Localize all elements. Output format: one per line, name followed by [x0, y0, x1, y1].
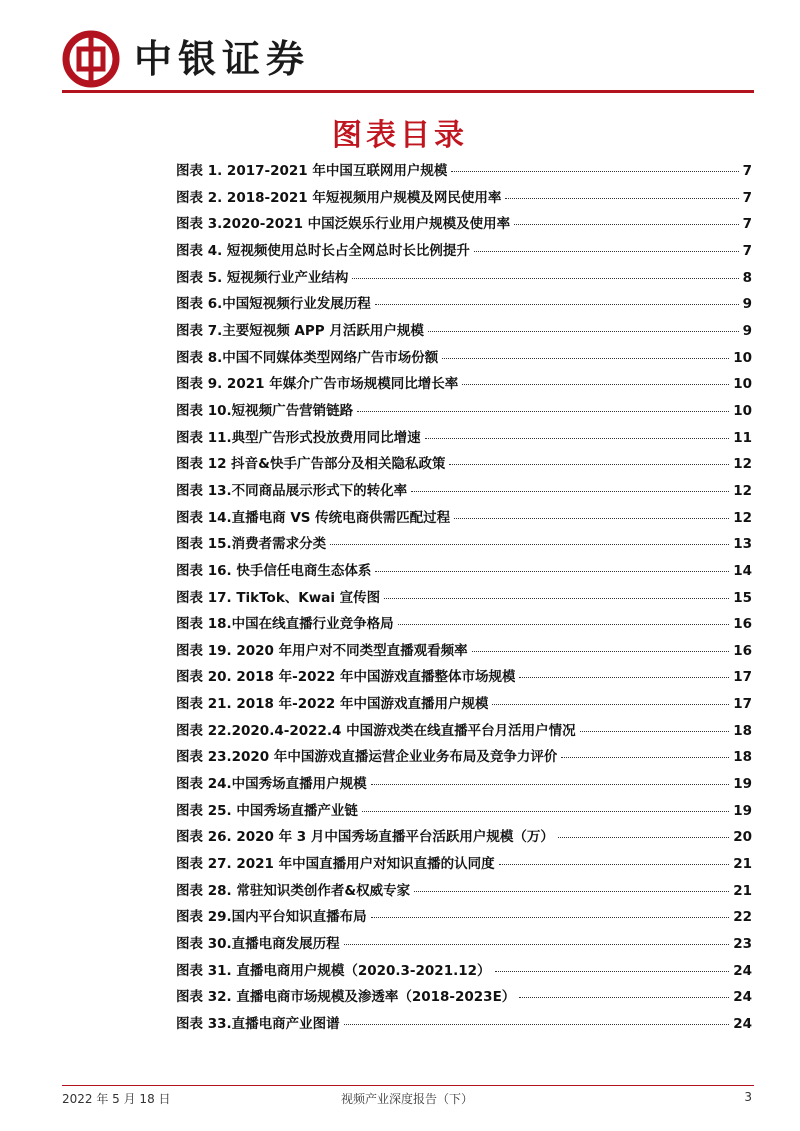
toc-leader-dots	[519, 677, 729, 678]
toc-leader-dots	[449, 464, 729, 465]
toc-entry-page: 18	[733, 722, 752, 739]
toc-leader-dots	[384, 598, 729, 599]
toc-leader-dots	[514, 224, 738, 225]
toc-leader-dots	[375, 304, 739, 305]
bank-of-china-logo-icon	[62, 30, 120, 88]
toc-entry-page: 21	[733, 882, 752, 899]
toc-leader-dots	[580, 731, 730, 732]
toc-leader-dots	[330, 544, 729, 545]
toc-leader-dots	[561, 757, 729, 758]
toc-entry-page: 23	[733, 936, 752, 953]
toc-entry-page: 14	[733, 562, 752, 579]
toc-entry-page: 10	[733, 376, 752, 393]
toc-entry-page: 10	[733, 349, 752, 366]
toc-entry[interactable]	[176, 638, 752, 665]
toc-entry-page: 12	[733, 509, 752, 526]
toc-entry-label: 图表 24.中国秀场直播用户规模	[176, 776, 367, 793]
toc-entry-label: 图表 29.国内平台知识直播布局	[176, 909, 367, 926]
toc-leader-dots	[357, 411, 729, 412]
toc-entry-label: 图表 15.消费者需求分类	[176, 536, 327, 553]
toc-leader-dots	[442, 358, 729, 359]
toc-leader-dots	[558, 837, 729, 838]
toc-entry[interactable]	[176, 318, 752, 345]
toc-leader-dots	[414, 891, 729, 892]
toc-entry-label: 图表 6.中国短视频行业发展历程	[176, 296, 371, 313]
toc-entry-label: 图表 21. 2018 年-2022 年中国游戏直播用户规模	[176, 696, 489, 713]
toc-entry[interactable]	[176, 398, 752, 425]
toc-leader-dots	[492, 704, 729, 705]
toc-entry-label: 图表 5. 短视频行业产业结构	[176, 269, 349, 286]
header-divider	[62, 90, 754, 93]
toc-leader-dots	[451, 171, 738, 172]
toc-entry-page: 19	[733, 776, 752, 793]
toc-entry-page: 13	[733, 536, 752, 553]
toc-entry[interactable]	[176, 1011, 752, 1038]
toc-entry[interactable]	[176, 238, 752, 265]
toc-entry[interactable]	[176, 664, 752, 691]
toc-entry-label: 图表 12 抖音&快手广告部分及相关隐私政策	[176, 456, 446, 473]
toc-entry-label: 图表 14.直播电商 VS 传统电商供需匹配过程	[176, 509, 451, 526]
toc-entry-page: 24	[733, 962, 752, 979]
toc-entry-page: 12	[733, 482, 752, 499]
toc-leader-dots	[495, 971, 730, 972]
toc-entry-page: 12	[733, 456, 752, 473]
toc-leader-dots	[352, 278, 738, 279]
toc-entry-label: 图表 3.2020-2021 中国泛娱乐行业用户规模及使用率	[176, 216, 511, 233]
toc-entry-label: 图表 8.中国不同媒体类型网络广告市场份额	[176, 349, 439, 366]
toc-entry-page: 10	[733, 402, 752, 419]
toc-entry[interactable]	[176, 798, 752, 825]
toc-entry[interactable]	[176, 718, 752, 745]
toc-entry-page: 19	[733, 802, 752, 819]
toc-entry-label: 图表 1. 2017-2021 年中国互联网用户规模	[176, 163, 448, 179]
toc-leader-dots	[371, 917, 730, 918]
toc-entry-page: 7	[742, 242, 752, 259]
toc-entry-page: 9	[742, 322, 752, 339]
toc-entry[interactable]	[176, 984, 752, 1011]
toc-entry-label: 图表 4. 短视频使用总时长占全网总时长比例提升	[176, 242, 470, 259]
toc-entry-label: 图表 18.中国在线直播行业竞争格局	[176, 616, 394, 633]
toc-leader-dots	[428, 331, 739, 332]
toc-entry-label: 图表 25. 中国秀场直播产业链	[176, 802, 358, 819]
toc-entry[interactable]	[176, 211, 752, 238]
toc-entry[interactable]	[176, 291, 752, 318]
toc-entry-label: 图表 13.不同商品展示形式下的转化率	[176, 482, 408, 499]
toc-entry-page: 11	[733, 429, 752, 446]
toc-entry[interactable]	[176, 345, 752, 372]
footer-page-number: 3	[744, 1090, 752, 1104]
toc-entry-page: 18	[733, 749, 752, 766]
toc-entry-page: 15	[733, 589, 752, 606]
toc-entry[interactable]	[176, 611, 752, 638]
toc-entry-page: 20	[733, 829, 752, 846]
page-header	[62, 30, 752, 90]
toc-entry[interactable]	[176, 931, 752, 958]
page-title: 图表目录	[332, 118, 468, 153]
footer-report-title: 视频产业深度报告（下）	[340, 1092, 473, 1106]
toc-entry-label: 图表 33.直播电商产业图谱	[176, 1016, 340, 1032]
toc-entry-label: 图表 11.典型广告形式投放费用同比增速	[176, 429, 421, 446]
toc-entry[interactable]	[176, 744, 752, 771]
toc-entry-label: 图表 16. 快手信任电商生态体系	[176, 562, 372, 579]
toc-entry[interactable]	[176, 158, 752, 185]
toc-entry-page: 7	[742, 216, 752, 233]
toc-leader-dots	[425, 438, 730, 439]
footer-divider	[62, 1085, 754, 1086]
toc-leader-dots	[499, 864, 730, 865]
toc-entry[interactable]	[176, 451, 752, 478]
toc-entry-page: 8	[742, 269, 752, 286]
toc-entry-page: 7	[742, 189, 752, 206]
page-footer	[62, 1090, 752, 1110]
toc-entry[interactable]	[176, 851, 752, 878]
toc-entry-label: 图表 30.直播电商发展历程	[176, 936, 340, 953]
toc-entry[interactable]	[176, 691, 752, 718]
toc-entry[interactable]	[176, 371, 752, 398]
toc-entry-label: 图表 10.短视频广告营销链路	[176, 402, 354, 419]
toc-entry[interactable]	[176, 478, 752, 505]
toc-entry[interactable]	[176, 425, 752, 452]
toc-entry-label: 图表 22.2020.4-2022.4 中国游戏类在线直播平台月活用户情况	[176, 722, 576, 739]
footer-date: 2022 年 5 月 18 日	[62, 1092, 171, 1106]
toc-entry-label: 图表 26. 2020 年 3 月中国秀场直播平台活跃用户规模（万）	[176, 829, 554, 846]
toc-entry-page: 17	[733, 669, 752, 686]
toc-entry[interactable]	[176, 505, 752, 532]
toc-leader-dots	[344, 1024, 730, 1025]
toc-leader-dots	[519, 997, 729, 998]
toc-entry-label: 图表 2. 2018-2021 年短视频用户规模及网民使用率	[176, 189, 502, 206]
toc-entry[interactable]	[176, 265, 752, 292]
toc-entry[interactable]	[176, 958, 752, 985]
toc-entry-page: 22	[733, 909, 752, 926]
toc-entry-page: 24	[733, 1016, 752, 1032]
toc-entry-label: 图表 23.2020 年中国游戏直播运营企业业务布局及竞争力评价	[176, 749, 558, 766]
toc-entry[interactable]	[176, 585, 752, 612]
toc-entry[interactable]	[176, 904, 752, 931]
toc-entry-page: 17	[733, 696, 752, 713]
toc-entry[interactable]	[176, 558, 752, 585]
toc-leader-dots	[375, 571, 729, 572]
toc-entry-page: 16	[733, 642, 752, 659]
toc-entry-label: 图表 27. 2021 年中国直播用户对知识直播的认同度	[176, 856, 495, 873]
toc-leader-dots	[454, 518, 729, 519]
toc-leader-dots	[362, 811, 729, 812]
toc-leader-dots	[462, 384, 729, 385]
toc-leader-dots	[505, 198, 738, 199]
toc-entry-page: 9	[742, 296, 752, 313]
toc-entry-page: 7	[742, 163, 752, 179]
toc-leader-dots	[472, 651, 730, 652]
toc-leader-dots	[398, 624, 730, 625]
toc-entry[interactable]	[176, 531, 752, 558]
toc-entry-page: 21	[733, 856, 752, 873]
toc-entry[interactable]	[176, 185, 752, 212]
toc-entry[interactable]	[176, 878, 752, 905]
toc-leader-dots	[411, 491, 729, 492]
toc-entry-label: 图表 17. TikTok、Kwai 宣传图	[176, 589, 381, 606]
toc-entry-label: 图表 28. 常驻知识类创作者&权威专家	[176, 882, 411, 899]
toc-entry-label: 图表 32. 直播电商市场规模及渗透率（2018-2023E）	[176, 989, 516, 1006]
table-of-figures	[176, 158, 752, 1038]
toc-entry-label: 图表 7.主要短视频 APP 月活跃用户规模	[176, 322, 424, 339]
toc-entry-label: 图表 31. 直播电商用户规模（2020.3-2021.12）	[176, 962, 491, 979]
toc-entry-page: 24	[733, 989, 752, 1006]
toc-entry-label: 图表 19. 2020 年用户对不同类型直播观看频率	[176, 642, 468, 659]
toc-entry[interactable]	[176, 771, 752, 798]
toc-leader-dots	[371, 784, 730, 785]
toc-entry-label: 图表 20. 2018 年-2022 年中国游戏直播整体市场规模	[176, 669, 516, 686]
toc-entry-label: 图表 9. 2021 年媒介广告市场规模同比增长率	[176, 376, 459, 393]
toc-leader-dots	[344, 944, 730, 945]
toc-entry-page: 16	[733, 616, 752, 633]
toc-leader-dots	[474, 251, 739, 252]
brand-name: 中银证券	[134, 36, 311, 81]
toc-entry[interactable]	[176, 824, 752, 851]
